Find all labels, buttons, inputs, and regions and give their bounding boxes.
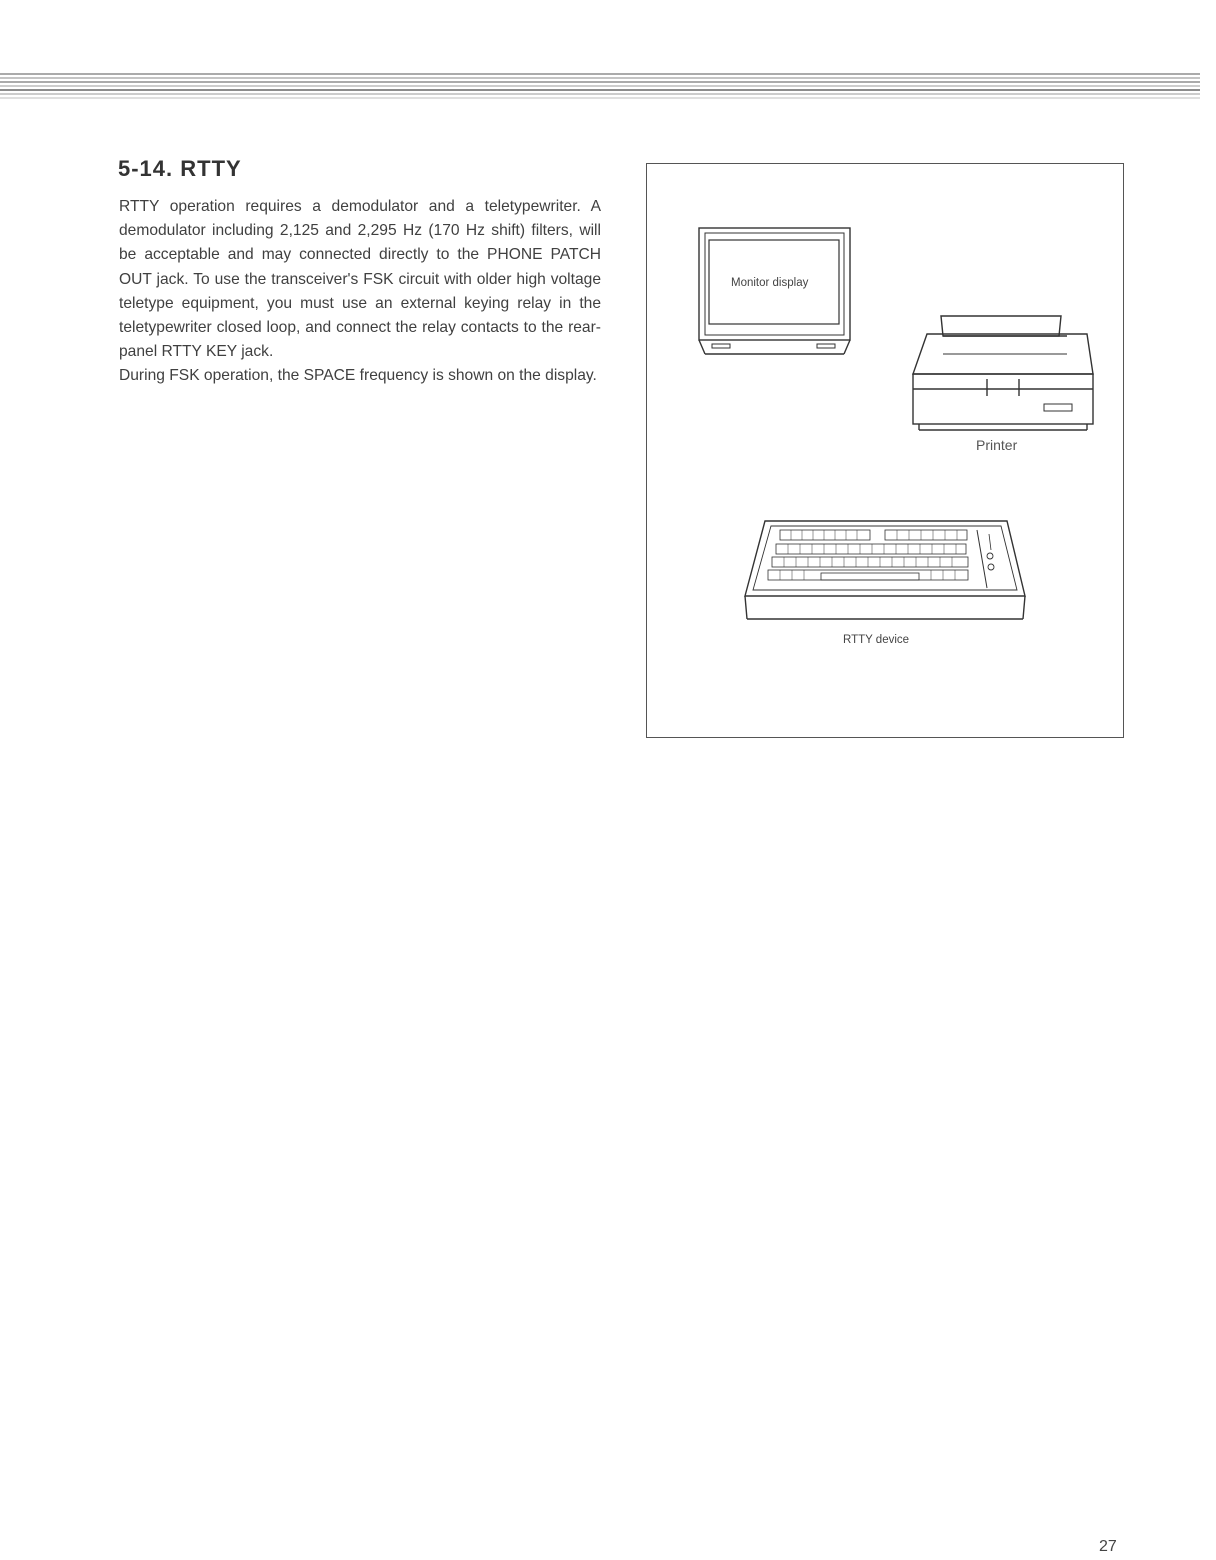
equipment-figure (646, 163, 1124, 738)
printer-illustration (913, 316, 1093, 430)
printer-label: Printer (976, 437, 1018, 453)
monitor-label: Monitor display (731, 277, 809, 289)
body-paragraph-2: During FSK operation, the SPACE frequency is shown on the display. (119, 367, 597, 385)
section-heading: 5-14. RTTY (118, 156, 242, 181)
header-rule-lines (0, 70, 1200, 104)
keyboard-illustration (745, 521, 1025, 619)
page-number: 27 (1099, 1538, 1117, 1555)
equipment-illustration (647, 164, 1123, 737)
monitor-illustration (699, 228, 850, 354)
section-body (119, 195, 601, 389)
body-paragraph-1: RTTY operation requires a demodulator and a teletypewriter. A demodulator including 2,125 and 2,295 Hz (170 Hz shift) filters, will be acceptable and may connected directly to the PHONE PATCH OUT jack. To use the transceiver's FSK circuit with older high voltage teletype equipment, you must use an external keying relay in the teletypewriter closed loop, and connect the relay contacts to the rear-panel RTTY KEY jack. (119, 198, 601, 361)
rtty-device-label: RTTY device (843, 634, 910, 646)
